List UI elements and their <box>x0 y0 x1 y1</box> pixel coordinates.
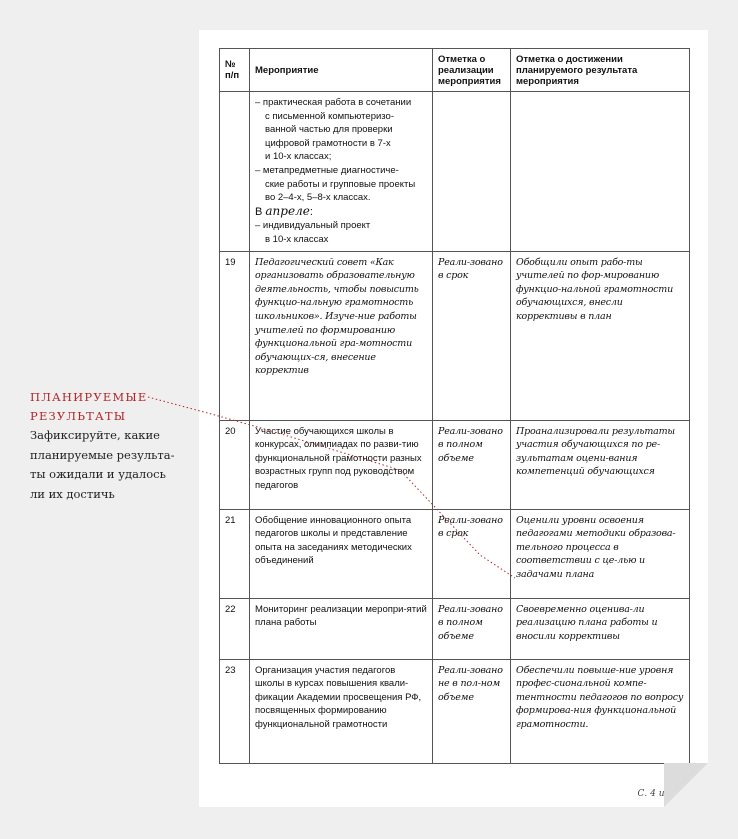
cell-num: 21 <box>220 509 250 598</box>
cell-result: Обобщили опыт рабо-ты учителей по фор-мированию функцио-нальной грамотности обучающихся, внесли коррективы в план <box>511 251 690 420</box>
table-row-20 <box>220 420 690 509</box>
list-line: – метапредметные диагностиче- <box>255 164 399 176</box>
cell-event-continuation <box>250 92 433 252</box>
cell-num: 19 <box>220 251 250 420</box>
cell-mark: Реали-зовано не в пол-ном объеме <box>433 659 511 763</box>
list-line: ванной частью для проверки <box>265 124 393 136</box>
header-num: № п/п <box>220 49 250 92</box>
cell-num: 22 <box>220 598 250 659</box>
month-suffix: : <box>309 205 313 218</box>
table-row-21 <box>220 509 690 598</box>
table-row-22 <box>220 598 690 659</box>
cell-result: Проанализировали результаты участия обучающихся по ре-зультатам оцени-вания компетенций обучающихся <box>511 420 690 509</box>
cell-event: Педагогический совет «Как организовать образовательную деятельность, чтобы повысить функцио-нальную грамотность школьников». Изуче-ние работы учителей по формированию функциональной гра-мотности обучающих-ся, внесение корректив <box>250 251 433 420</box>
table-header-row <box>220 49 690 92</box>
sidebar-text-line: Зафиксируйте, какие <box>30 428 160 442</box>
cell-mark-empty <box>433 92 511 252</box>
document-page <box>199 30 708 807</box>
page-number: С. 4 из 5 <box>637 789 678 799</box>
sidebar-text-line: ли их достичь <box>30 486 115 501</box>
list-line: с письменной компьютеризо- <box>265 110 394 122</box>
cell-num: 23 <box>220 659 250 763</box>
page-fold-corner <box>664 763 708 807</box>
plan-table <box>219 48 690 764</box>
cell-event: Мониторинг реализации меропри-ятий плана работы <box>250 598 433 659</box>
cell-event: Участие обучающихся школы в конкурсах, олимпиадах по разви-тию функциональной грамотности разных возрастных групп под руководством педагогов <box>250 420 433 509</box>
table-row-19 <box>220 251 690 420</box>
month-line <box>255 205 427 220</box>
list-line: цифровой грамотности в 7-х <box>265 137 391 149</box>
sidebar-text-line: ты ожидали и удалось <box>30 467 166 481</box>
month-handwritten: апреле <box>265 203 310 218</box>
list-line: во 2–4-х, 5–8-х классах. <box>265 192 371 204</box>
cell-event: Организация участия педагогов школы в курсах повышения квали-фикации Академии просвещения РФ, посвященных формированию функциональной грамотности <box>250 659 433 763</box>
list-line: и 10-х классах; <box>265 151 332 163</box>
sidebar-text-line: планируемые результа- <box>30 447 175 462</box>
cell-mark: Реали-зовано в полном объеме <box>433 598 511 659</box>
cell-event: Обобщение инновационного опыта педагогов школы и представление опыта на заседаниях методических объединений <box>250 509 433 598</box>
list-line: в 10-х классах <box>265 233 329 245</box>
sidebar-title-line: РЕЗУЛЬТАТЫ <box>30 409 127 423</box>
cell-mark: Реали-зовано в срок <box>433 251 511 420</box>
month-prefix: В <box>255 205 263 218</box>
cell-num-empty <box>220 92 250 252</box>
cell-num: 20 <box>220 420 250 509</box>
header-result: Отметка о достижении планируемого результата мероприятия <box>511 49 690 92</box>
list-line: ские работы и групповые проекты <box>265 178 416 190</box>
cell-result: Обеспечили повыше-ние уровня профес-сиональной компе-тентности педагогов по вопросу формирова-ния функциональной грамотности. <box>511 659 690 763</box>
table-row-continuation <box>220 92 690 252</box>
cell-mark: Реали-зовано в полном объеме <box>433 420 511 509</box>
cell-result-empty <box>511 92 690 252</box>
cell-result: Своевременно оценива-ли реализацию плана работы и вносили коррективы <box>511 598 690 659</box>
cell-mark: Реали-зовано в срок <box>433 509 511 598</box>
header-event: Мероприятие <box>250 49 433 92</box>
sidebar-note <box>30 388 180 504</box>
sidebar-title-line: ПЛАНИРУЕМЫЕ <box>30 390 148 404</box>
header-mark: Отметка о реализации мероприятия <box>433 49 511 92</box>
table-row-23 <box>220 659 690 763</box>
list-line: – практическая работа в сочетании <box>255 97 412 108</box>
list-line: – индивидуальный проект <box>255 220 371 232</box>
cell-result: Оценили уровни освоения педагогами методики образова-тельного процесса в соответствии с це-лью и задачами плана <box>511 509 690 598</box>
